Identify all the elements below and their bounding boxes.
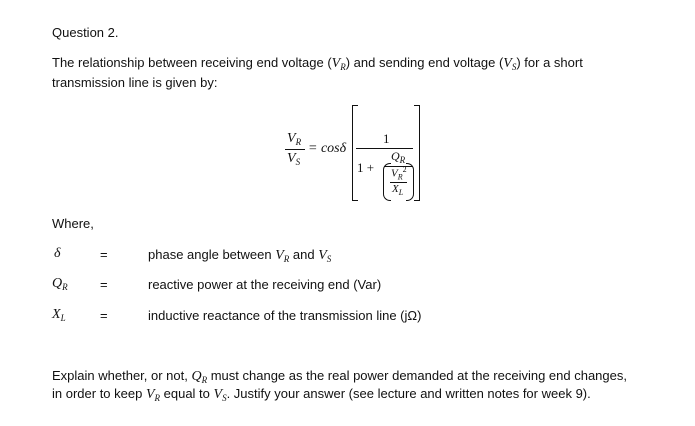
explain-line-2: in order to keep $V_R$ equal to $V_S$. Justify your answer (see lecture and written notes for week 9).	[52, 386, 591, 403]
formula-right-paren	[406, 163, 414, 201]
formula-left-bracket	[352, 105, 358, 201]
formula-lhs-fraction-bar	[285, 149, 305, 150]
definition-symbol: $Q_R$	[52, 276, 68, 292]
formula-vr-squared: $V_R^2$	[391, 165, 407, 182]
intro-line-1	[52, 55, 583, 72]
definition-equals: =	[100, 277, 108, 292]
explain-line-1: Explain whether, or not, $Q_R$ must change as the real power demanded at the receiving end changes,	[52, 368, 627, 385]
var-vs: $V_S$	[503, 56, 517, 72]
intro-text-a: The relationship between receiving end voltage (	[52, 55, 332, 70]
formula-xl: $X_L$	[392, 183, 404, 197]
formula-qr: $Q_R$	[391, 149, 406, 165]
formula-one-plus: 1 +	[357, 160, 375, 175]
intro-text-c: ) for a short	[516, 55, 583, 70]
var-vr: $V_R$	[331, 56, 346, 72]
definition-text: phase angle between $V_R$ and $V_S$	[148, 247, 332, 264]
formula-lhs-denominator: $V_S$	[287, 151, 301, 167]
definition-equals: =	[100, 247, 108, 262]
intro-text-b: ) and sending end voltage (	[345, 55, 504, 70]
where-label: Where,	[52, 216, 94, 231]
definition-equals: =	[100, 308, 108, 323]
question-title: Question 2.	[52, 25, 119, 40]
intro-line-2: transmission line is given by:	[52, 75, 218, 90]
definition-symbol: $X_L$	[52, 307, 66, 323]
formula-right-bracket	[414, 105, 420, 201]
definition-symbol: δ	[54, 246, 61, 261]
formula-equals-cos: = cosδ	[308, 141, 347, 156]
definition-text: reactive power at the receiving end (Var)	[148, 277, 382, 292]
formula-lhs-numerator: $V_R$	[287, 131, 302, 147]
formula-inner-numerator: 1	[383, 131, 390, 146]
definition-text: inductive reactance of the transmission line (jΩ)	[148, 308, 422, 323]
